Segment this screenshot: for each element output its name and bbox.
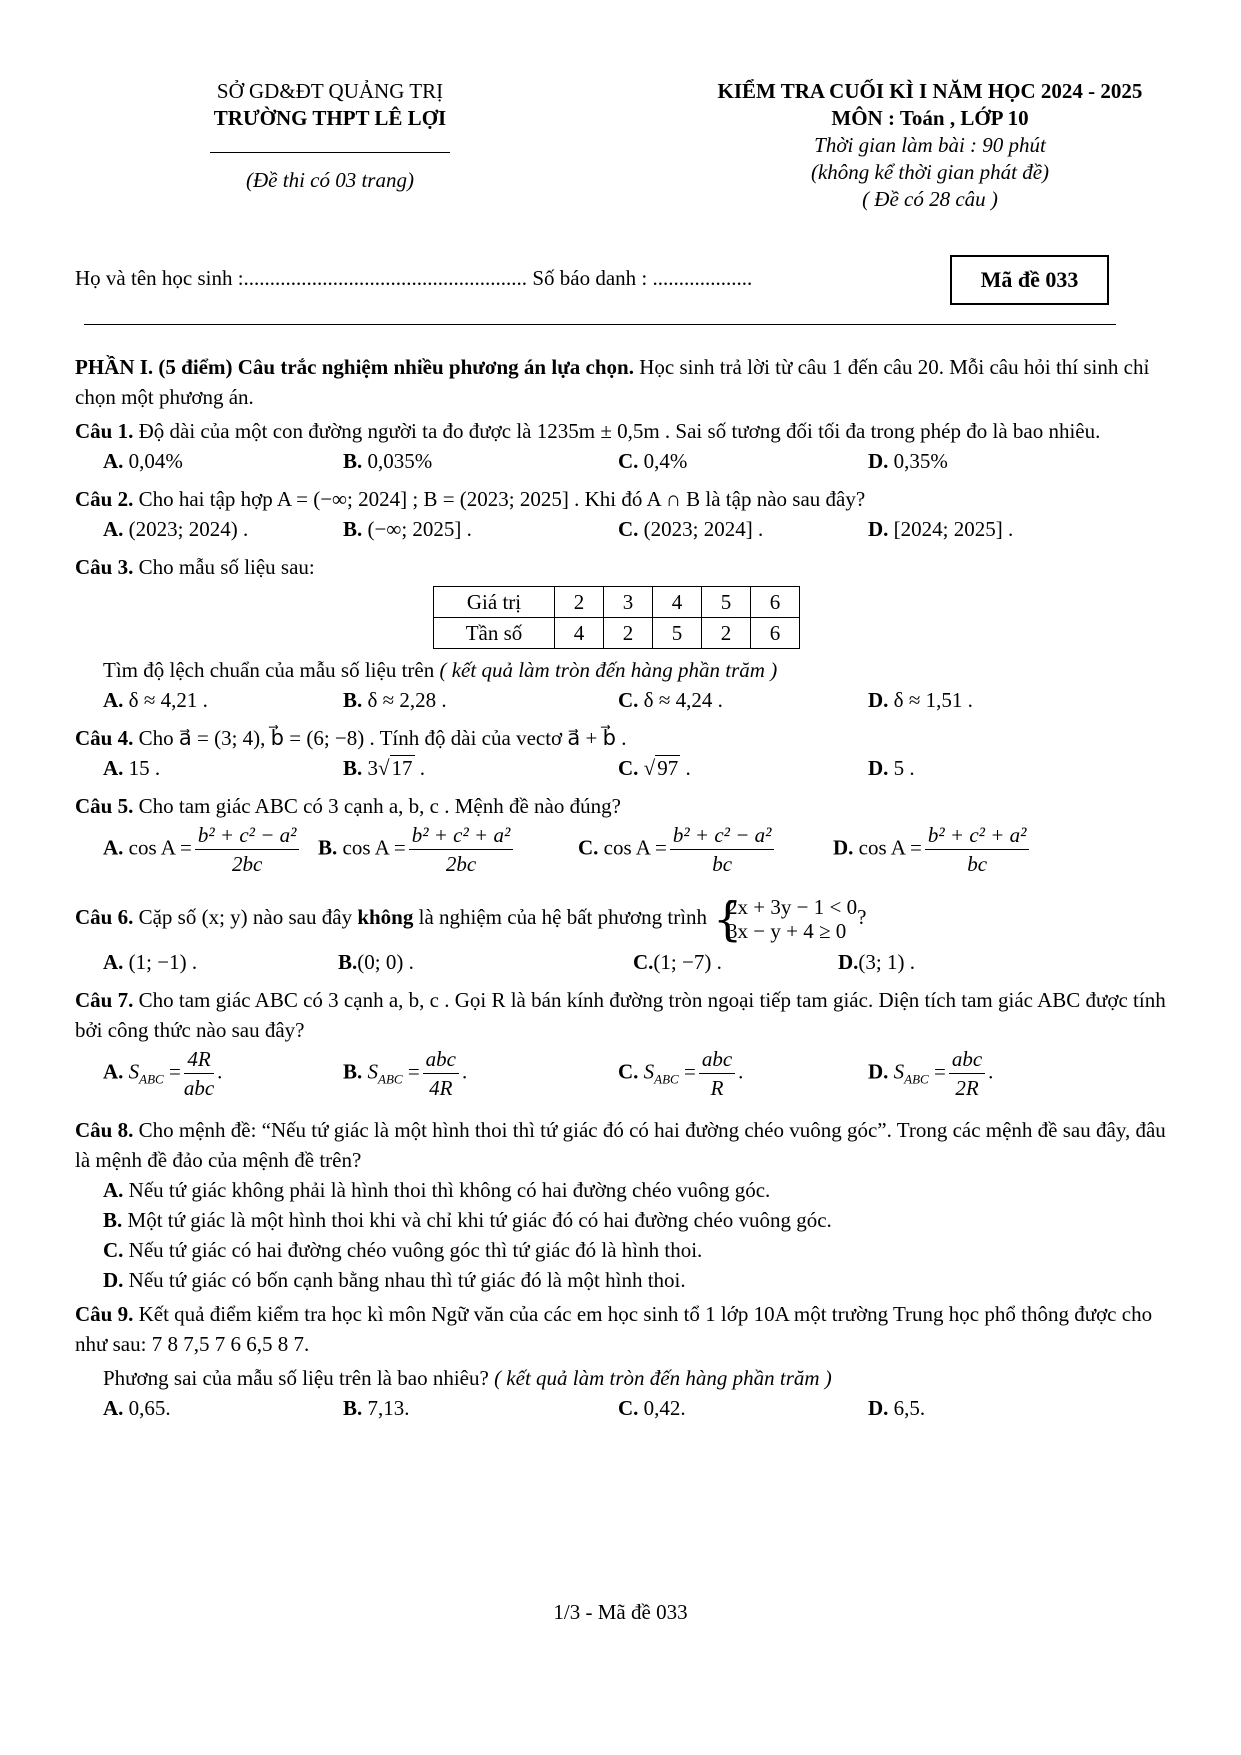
prompt-note: ( kết quả làm tròn đến hàng phần trăm ) [439,658,778,682]
option-letter: A. [103,950,124,975]
question-emphasis: không [357,905,414,929]
table-header-cell: Giá trị [434,587,555,618]
inequality-1: 2x + 3y − 1 < 0 [727,895,858,920]
sqrt-icon: √ [378,756,390,780]
option-b[interactable]: B. $S_{ABC}$ = $\frac{\text{abc}}{4R}$ . [343,1047,468,1101]
question-8 [75,1115,1170,1175]
table-cell: 4 [653,587,702,618]
numerator: abc [699,1045,735,1074]
option-b[interactable] [343,753,425,783]
fraction [925,821,1030,878]
formula-lhs: cos A = [603,835,667,860]
table-row [434,618,800,649]
option-letter: B. [343,1059,363,1084]
table-cell: 6 [751,618,800,649]
option-letter: D. [103,1268,124,1293]
option-letter: A. [103,1396,124,1421]
option-d[interactable]: D. $S_{ABC}$ = $\frac{\text{abc}}{2R}$ . [868,1047,994,1101]
option-letter: B. [343,517,363,541]
option-letter: B. [318,835,338,860]
question-9-prompt [103,1363,1170,1393]
option-letter: B. [343,1396,363,1421]
formula-subscript: ABC [378,1071,403,1087]
formula-lhs: cos A = [858,835,922,860]
option-letter: C. [618,1059,639,1084]
option-letter: B. [103,1208,123,1233]
numerator: b² + c² − a² [670,821,775,850]
question-label: Câu 7. [75,988,134,1013]
student-info [75,266,752,291]
option-letter: C. [578,835,599,860]
numerator: b² + c² + a² [925,821,1030,850]
part1-title: PHẦN I. (5 điểm) Câu trắc nghiệm nhiều phương án lựa chọn. [75,355,634,379]
denominator: 2R [955,1076,979,1101]
part1-heading [75,352,1170,412]
option-b[interactable] [343,514,472,544]
option-letter: B. [343,449,363,473]
option-text: δ ≈ 4,24 . [643,688,723,712]
question-label: Câu 8. [75,1118,134,1143]
option-a[interactable]: A. $S_{ABC}$ = $\frac{4R}{\text{abc}}$ . [103,1047,223,1101]
question-1 [75,416,1170,446]
option-letter: A. [103,835,124,860]
page-footer: 1/3 - Mã đề 033 [553,1600,688,1624]
option-text: (1; −1) . [128,950,198,975]
option-coefficient: 3 [367,756,379,780]
option-letter: D. [833,835,854,860]
fraction [423,1045,459,1102]
option-letter: B. [338,950,358,975]
question-text: Cho mẫu số liệu sau: [133,555,315,579]
option-text: δ ≈ 4,21 . [128,688,208,712]
question-mark: ? [857,905,867,929]
option-d[interactable] [868,514,1013,544]
option-letter: D. [868,449,889,473]
formula-lhs: S [128,1059,140,1084]
student-name-field[interactable]: Họ và tên học sinh :...................................................... [75,266,528,290]
formula-subscript: ABC [139,1071,164,1087]
question-text: Cho a⃗ = (3; 4), b⃗ = (6; −8) . Tính độ dài của vectơ a⃗ + b⃗ . [133,726,627,750]
option-letter: D. [838,950,859,975]
option-letter: C. [618,449,639,473]
option-letter: C. [103,1238,124,1263]
option-text: Nếu tứ giác có hai đường chéo vuông góc thì tứ giác đó là hình thoi. [123,1238,703,1263]
formula-lhs: S [643,1059,655,1084]
part1-instruction: Học sinh trả lời từ câu 1 đến câu 20. Mỗi câu hỏi thí sinh chỉ chọn một phương án. [75,355,1150,409]
header-rule [84,324,1116,325]
option-a[interactable] [103,685,208,715]
option-letter: C. [618,517,639,541]
formula-lhs: S [367,1059,379,1084]
pages-note: (Đề thi có 03 trang) [246,168,414,192]
option-b[interactable] [343,685,447,715]
time-note: (không kể thời gian phát đề) [810,160,1050,184]
table-cell: 6 [751,587,800,618]
option-d[interactable] [833,821,1032,878]
table-row [434,587,800,618]
student-id-field[interactable]: Số báo danh : ................... [532,266,753,290]
option-text: (3; 1) . [858,950,915,975]
option-letter: C. [618,756,639,780]
numerator: abc [423,1045,459,1074]
option-letter: D. [868,1396,889,1421]
formula-lhs: S [893,1059,905,1084]
option-letter: D. [868,756,889,780]
brace-icon: { [713,892,743,947]
option-c[interactable] [578,821,777,878]
denominator: bc [967,852,988,876]
prompt-text: Tìm độ lệch chuẩn của mẫu số liệu trên [103,658,440,682]
table-header-cell: Tần số [434,618,555,649]
fraction [409,821,514,878]
frequency-table [433,586,800,649]
header-left [150,78,510,194]
formula-lhs: cos A = [342,835,406,860]
option-letter: A. [103,756,124,780]
question-text: Cho tam giác ABC có 3 cạnh a, b, c . Mệnh đề nào đúng? [133,794,621,818]
table-cell: 2 [604,618,653,649]
option-letter: D. [868,688,889,712]
option-text: 0,04% [128,449,183,473]
option-text: (2023; 2024) . [128,517,249,541]
question-7 [75,985,1170,1045]
option-text: Một tứ giác là một hình thoi khi và chỉ khi tứ giác đó có hai đường chéo vuông góc. [122,1208,832,1233]
question-label: Câu 5. [75,794,134,818]
option-text: 7,13. [362,1396,410,1421]
option-a[interactable] [103,1175,1170,1205]
options-q5 [103,821,1170,887]
question-text: Cặp số (x; y) nào sau đây [133,905,358,929]
question-text: Cho mệnh đề: “Nếu tứ giác là một hình thoi thì tứ giác đó có hai đường chéo vuông góc”. Trong các mệnh đề sau đây, đâu là mệnh đề đảo của mệnh đề trên? [75,1118,1166,1173]
formula-subscript: ABC [904,1071,929,1087]
question-label: Câu 4. [75,726,134,750]
numerator: abc [949,1045,985,1074]
fraction [699,1045,735,1102]
table-cell: 2 [702,618,751,649]
option-c[interactable] [618,514,763,544]
option-c[interactable] [618,753,691,783]
radicand: 97 [657,756,679,780]
formula-lhs: cos A = [128,835,192,860]
radicand: 17 [391,756,413,780]
option-text: [2024; 2025] . [893,517,1014,541]
options-q9 [103,1393,1170,1427]
question-label: Câu 3. [75,555,134,579]
table-cell: 3 [604,587,653,618]
question-text: Cho hai tập hợp A = (−∞; 2024] ; B = (2023; 2025] . Khi đó A ∩ B là tập nào sau đây? [133,487,866,511]
option-d[interactable] [868,446,948,476]
table-cell: 5 [702,587,751,618]
question-label: Câu 9. [75,1302,134,1327]
option-c[interactable] [618,685,723,715]
option-a[interactable] [103,446,183,476]
fraction [195,821,300,878]
question-3-prompt [103,655,1170,685]
option-d[interactable] [103,1265,1170,1295]
option-b[interactable] [103,1205,1170,1235]
numerator: 4R [184,1045,214,1074]
option-a[interactable] [103,947,197,977]
time-limit: Thời gian làm bài : 90 phút [814,133,1046,157]
question-2 [75,484,1170,514]
option-letter: B. [343,756,363,780]
sqrt-icon: √ [643,756,656,780]
question-label: Câu 6. [75,905,134,929]
options-q3 [103,685,1170,719]
exam-title: KIỂM TRA CUỐI KÌ I NĂM HỌC 2024 - 2025 [717,79,1143,103]
exam-content [75,352,1170,1427]
option-text: . [680,756,691,780]
option-b[interactable] [343,446,432,476]
header-right [650,78,1210,213]
option-text: 0,4% [643,449,688,473]
question-text: Kết quả điểm kiểm tra học kì môn Ngữ văn của các em học sinh tổ 1 lớp 10A một trường Trung học phổ thông được cho như sau: 7 8 7,5 7 6 6,5 8 7. [75,1302,1153,1357]
question-6 [75,891,1170,947]
option-a[interactable] [103,514,248,544]
options-q6 [103,947,1170,981]
denominator: R [710,1076,724,1101]
exam-code-box: Mã đề 033 [950,255,1109,305]
subject-line: MÔN : Toán , LỚP 10 [831,106,1029,130]
option-letter: A. [103,449,124,473]
fraction [184,1045,214,1102]
school-name: TRƯỜNG THPT LÊ LỢI [213,106,447,130]
option-c[interactable] [633,947,722,977]
option-text: 0,65. [123,1396,171,1421]
table-cell: 2 [555,587,604,618]
denominator: 4R [429,1076,453,1101]
option-text: 6,5. [888,1396,926,1421]
denominator: abc [183,1076,215,1101]
prompt-note: ( kết quả làm tròn đến hàng phần trăm ) [494,1366,832,1391]
fraction [670,821,775,878]
numerator: b² + c² − a² [195,821,300,850]
option-c[interactable] [618,1393,686,1423]
option-b[interactable] [318,821,516,878]
question-text: là nghiệm của hệ bất phương trình [413,905,708,929]
option-text: 5 . [893,756,915,780]
option-text: δ ≈ 2,28 . [367,688,447,712]
option-a[interactable] [103,753,160,783]
numerator: b² + c² + a² [409,821,514,850]
option-c[interactable] [618,446,687,476]
question-text: Cho tam giác ABC có 3 cạnh a, b, c . Gọi R là bán kính đường tròn ngoại tiếp tam giác. Diện tích tam giác ABC được tính bởi công thức nào sau đây? [75,988,1166,1043]
table-cell: 4 [555,618,604,649]
option-b[interactable] [343,1393,410,1423]
question-9 [75,1299,1170,1359]
inequality-2: 3x − y + 4 ≥ 0 [727,919,847,944]
option-letter: A. [103,688,124,712]
option-b[interactable] [338,947,414,977]
question-text: Độ dài của một con đường người ta đo được là 1235m ± 0,5m . Sai số tương đối tối đa trong phép đo là bao nhiêu. [133,419,1101,443]
option-a[interactable] [103,821,302,878]
option-text: Nếu tứ giác có bốn cạnh bằng nhau thì tứ giác đó là một hình thoi. [123,1268,686,1293]
option-c[interactable]: C. $S_{ABC}$ = $\frac{\text{abc}}{R}$ . [618,1047,744,1101]
option-letter: D. [868,1059,889,1084]
options-q1 [103,446,1170,480]
option-text: (0; 0) . [357,950,414,975]
question-label: Câu 2. [75,487,134,511]
option-text: (2023; 2024] . [643,517,764,541]
option-d[interactable] [868,753,915,783]
prompt-text: Phương sai của mẫu số liệu trên là bao nhiêu? [103,1366,495,1391]
option-d[interactable] [868,1393,925,1423]
option-c[interactable] [103,1235,1170,1265]
denominator: 2bc [231,852,263,876]
option-text: (1; −7) . [653,950,722,975]
question-label: Câu 1. [75,419,134,443]
options-q7 [103,1045,1170,1111]
fraction [949,1045,985,1102]
table-cell: 5 [653,618,702,649]
option-text: Nếu tứ giác không phải là hình thoi thì không có hai đường chéo vuông góc. [123,1178,771,1203]
option-text: δ ≈ 1,51 . [893,688,973,712]
denominator: 2bc [445,852,477,876]
option-d[interactable] [838,947,915,977]
denominator: bc [712,852,733,876]
option-a[interactable] [103,1393,171,1423]
option-letter: A. [103,517,124,541]
question-count: ( Đề có 28 câu ) [862,187,998,211]
options-q4 [103,753,1170,787]
option-text: 0,35% [893,449,948,473]
options-q2 [103,514,1170,548]
inequality-system [713,892,858,947]
option-letter: C. [618,688,639,712]
question-4 [75,723,1170,753]
option-text: 15 . [128,756,161,780]
header-divider [210,152,450,153]
question-3 [75,552,1170,582]
option-letter: A. [103,1178,124,1203]
option-letter: A. [103,1059,124,1084]
option-letter: D. [868,517,889,541]
question-5 [75,791,1170,821]
formula-subscript: ABC [654,1071,679,1087]
option-letter: C. [633,950,654,975]
option-letter: C. [618,1396,639,1421]
option-text: (−∞; 2025] . [367,517,472,541]
option-text: 0,035% [367,449,433,473]
option-text: 0,42. [638,1396,686,1421]
option-letter: B. [343,688,363,712]
option-text: . [414,756,426,780]
dept-name: SỞ GD&ĐT QUẢNG TRỊ [216,79,444,103]
option-d[interactable] [868,685,973,715]
